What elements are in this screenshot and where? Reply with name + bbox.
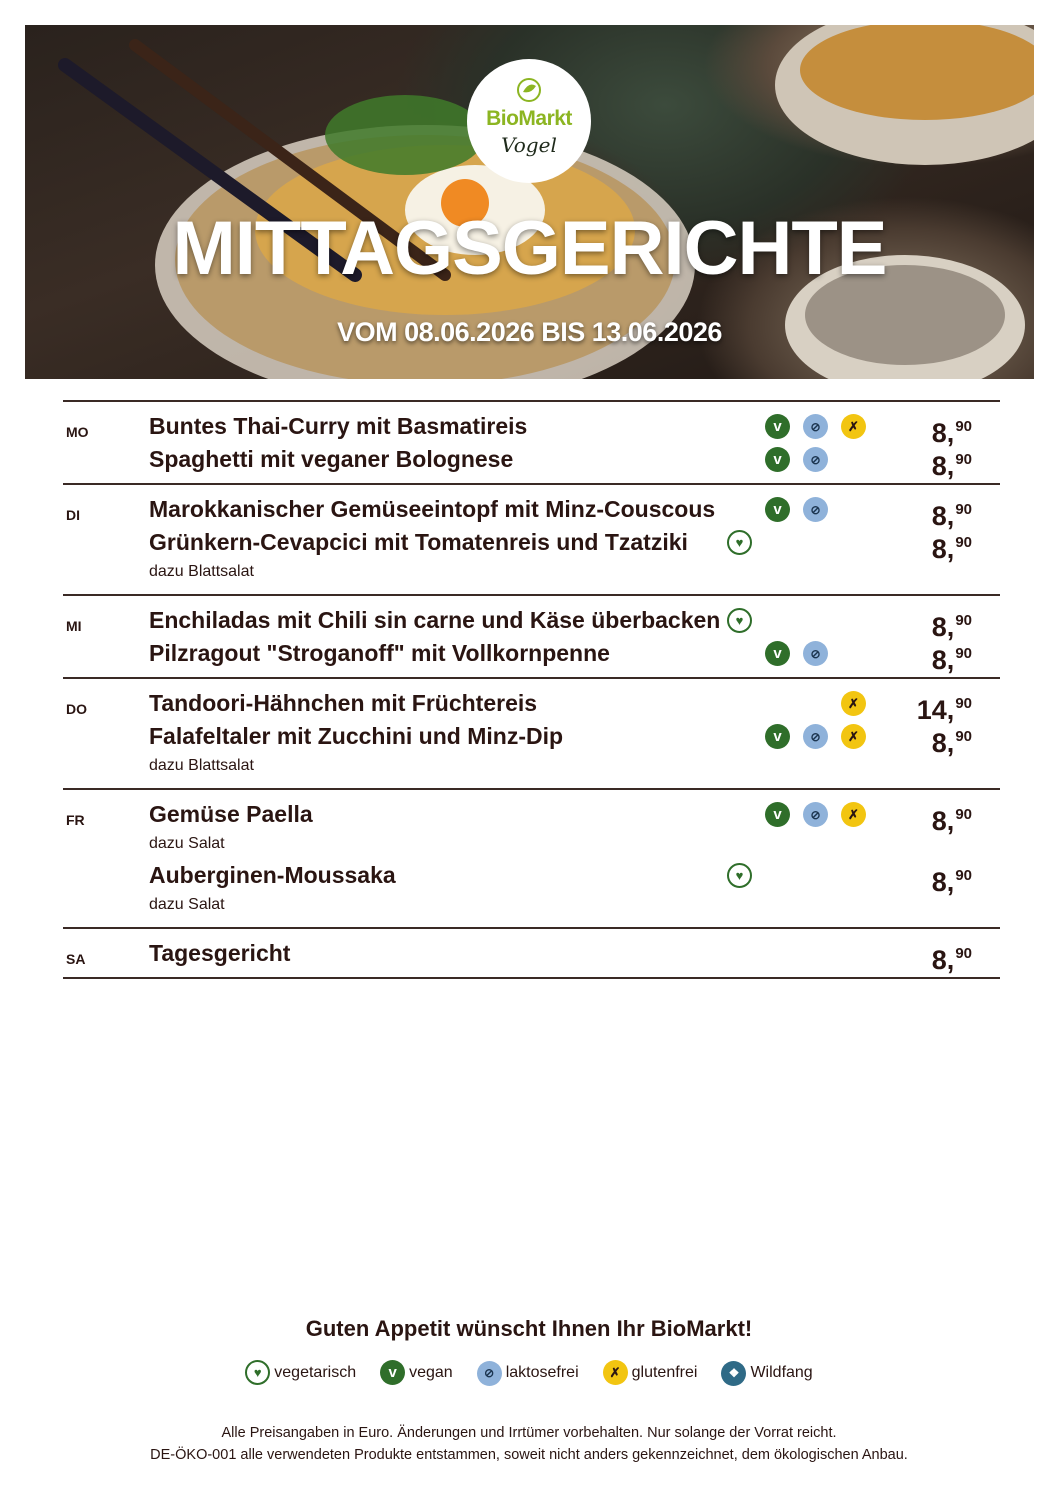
vegan-icon: v — [765, 802, 790, 827]
menu-table — [63, 400, 1000, 979]
dish-name: Enchiladas mit Chili sin carne und Käse überbacken — [149, 607, 721, 633]
price-main: 8, — [931, 945, 955, 975]
menu-item — [149, 637, 1000, 675]
legend-item — [477, 1361, 579, 1386]
day-label: FR — [66, 812, 85, 828]
dish-side: dazu Blattsalat — [149, 757, 254, 774]
gluten-free-icon: ✗ — [841, 691, 866, 716]
menu-item — [149, 687, 1000, 725]
logo-brand: BioMarkt — [486, 107, 572, 130]
dish-price — [932, 443, 972, 483]
leaf-icon — [516, 77, 542, 103]
price-cents: 90 — [955, 806, 972, 823]
disclaimer-line-1: Alle Preisangaben in Euro. Änderungen und Irrtümer vorbehalten. Nur solange der Vorrat reicht. — [221, 1425, 837, 1441]
day-label: DO — [66, 701, 87, 717]
dish-name: Tandoori-Hähnchen mit Früchtereis — [149, 690, 538, 716]
day-section-fr — [63, 788, 1000, 927]
vegan-icon: v — [765, 641, 790, 666]
date-range: VOM 08.06.2026 BIS 13.06.2026 — [337, 317, 722, 347]
dish-side: dazu Salat — [149, 835, 225, 852]
price-cents: 90 — [955, 867, 972, 884]
legend-label: laktosefrei — [505, 1364, 579, 1381]
dish-price — [932, 937, 972, 977]
legend-label: vegan — [409, 1363, 453, 1381]
price-main: 8, — [931, 501, 955, 531]
lactose-free-icon: ⊘ — [803, 447, 828, 472]
dish-name: Auberginen-Moussaka — [149, 862, 396, 888]
menu-item — [149, 493, 1000, 531]
price-cents: 90 — [955, 451, 972, 468]
dish-price — [932, 720, 972, 760]
menu-item — [149, 443, 1000, 481]
lactose-free-icon: ⊘ — [803, 414, 828, 439]
vegetarian-icon: ♥ — [727, 530, 752, 555]
lactose-free-icon: ⊘ — [803, 641, 828, 666]
dish-price — [932, 637, 972, 677]
price-cents: 90 — [955, 612, 972, 629]
price-main: 8, — [931, 867, 955, 897]
gluten-free-icon: ✗ — [841, 802, 866, 827]
disclaimer — [0, 1422, 1058, 1466]
price-cents: 90 — [955, 501, 972, 518]
lactose-free-icon: ⊘ — [803, 802, 828, 827]
day-section-sa — [63, 927, 1000, 979]
lactose-free-icon: ⊘ — [477, 1361, 502, 1386]
day-label: MO — [66, 424, 89, 440]
day-section-mi — [63, 594, 1000, 677]
logo-sub: Vogel — [501, 133, 557, 157]
day-section-di — [63, 483, 1000, 594]
page-title: MITTAGSGERICHTE — [172, 206, 887, 291]
dish-name: Grünkern-Cevapcici mit Tomatenreis und Tzatziki — [149, 529, 688, 555]
icon-legend — [0, 1360, 1058, 1386]
legend-item — [721, 1361, 812, 1386]
price-cents: 90 — [955, 945, 972, 962]
price-main: 8, — [931, 645, 955, 675]
price-cents: 90 — [955, 695, 972, 712]
legend-label: vegetarisch — [274, 1363, 357, 1381]
disclaimer-line-2: DE-ÖKO-001 alle verwendeten Produkte entstammen, soweit nicht anders gekennzeichnet, dem ökologischen Anbau. — [150, 1447, 908, 1463]
vegan-icon: v — [765, 414, 790, 439]
price-cents: 90 — [955, 418, 972, 435]
vegan-icon: v — [765, 447, 790, 472]
price-main: 8, — [931, 418, 955, 448]
wild-catch-icon: ❖ — [721, 1361, 746, 1386]
price-cents: 90 — [955, 534, 972, 551]
dish-side: dazu Salat — [149, 896, 225, 913]
price-main: 14, — [916, 695, 955, 725]
dish-name: Pilzragout "Stroganoff" mit Vollkornpenne — [149, 640, 610, 666]
dish-name: Gemüse Paella — [149, 801, 313, 827]
menu-item — [149, 720, 1000, 781]
price-main: 8, — [931, 806, 955, 836]
legend-label: glutenfrei — [631, 1363, 698, 1381]
price-main: 8, — [931, 451, 955, 481]
lactose-free-icon: ⊘ — [803, 497, 828, 522]
price-cents: 90 — [955, 645, 972, 662]
appetit-text: Guten Appetit wünscht Ihnen Ihr BioMarkt! — [305, 1316, 753, 1341]
dish-price — [932, 859, 972, 899]
biomarkt-logo — [467, 59, 591, 183]
hero-banner — [25, 25, 1034, 379]
price-main: 8, — [931, 728, 955, 758]
menu-item — [149, 798, 1000, 859]
day-section-mo — [63, 400, 1000, 483]
menu-item — [149, 526, 1000, 587]
vegetarian-icon: ♥ — [245, 1360, 270, 1385]
menu-item — [149, 937, 1000, 975]
menu-item — [149, 604, 1000, 642]
dish-name: Buntes Thai-Curry mit Basmatireis — [149, 413, 528, 439]
vegetarian-icon: ♥ — [727, 608, 752, 633]
menu-item — [149, 859, 1000, 920]
day-label: SA — [66, 951, 86, 967]
menu-item — [149, 410, 1000, 448]
vegetarian-icon: ♥ — [727, 863, 752, 888]
legend-label: Wildfang — [750, 1364, 813, 1381]
dish-name: Marokkanischer Gemüseeintopf mit Minz-Couscous — [149, 496, 716, 522]
dish-name: Spaghetti mit veganer Bolognese — [149, 446, 514, 472]
gluten-free-icon: ✗ — [841, 724, 866, 749]
lactose-free-icon: ⊘ — [803, 724, 828, 749]
price-cents: 90 — [955, 728, 972, 745]
vegan-icon: v — [765, 724, 790, 749]
dish-price — [932, 798, 972, 838]
day-section-do — [63, 677, 1000, 788]
vegan-icon: v — [765, 497, 790, 522]
legend-item — [245, 1360, 356, 1385]
dish-side: dazu Blattsalat — [149, 563, 254, 580]
price-main: 8, — [931, 612, 955, 642]
gluten-free-icon: ✗ — [841, 414, 866, 439]
legend-item — [603, 1360, 698, 1385]
day-label: DI — [66, 507, 80, 523]
dish-name: Tagesgericht — [149, 940, 291, 966]
legend-item — [380, 1360, 453, 1385]
vegan-icon: v — [380, 1360, 405, 1385]
dish-name: Falafeltaler mit Zucchini und Minz-Dip — [149, 723, 564, 749]
price-main: 8, — [931, 534, 955, 564]
dish-price — [932, 526, 972, 566]
day-label: MI — [66, 618, 82, 634]
gluten-free-icon: ✗ — [603, 1360, 628, 1385]
